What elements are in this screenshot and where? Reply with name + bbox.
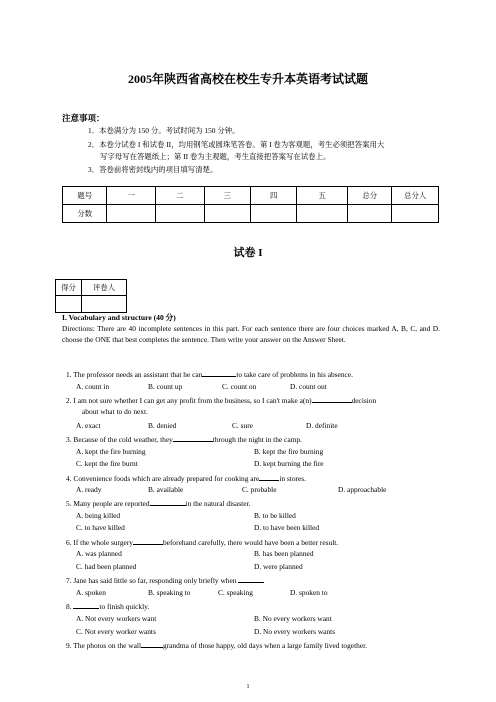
option: D. were planned — [254, 562, 303, 571]
question-text: decision — [351, 396, 377, 405]
note-item: 2．本卷分试卷 I 和试卷 II，均用钢笔或圆珠笔答卷。第 I 卷为客观题，考生必须把答案用大 — [88, 140, 385, 149]
answer-blank — [141, 640, 163, 648]
option: A. Not every workers want — [76, 614, 157, 623]
option: D. kept burning the fire — [254, 459, 324, 468]
option: B. kept the fire burning — [254, 447, 324, 456]
question-text: to finish quickly. — [99, 602, 150, 611]
score-header: 五 — [297, 187, 348, 205]
score-cell[interactable] — [155, 205, 204, 223]
answer-blank — [312, 395, 352, 403]
page-number: 1 — [246, 684, 250, 690]
question-text: 5. Many people are reported — [66, 499, 150, 508]
score-header: 总分人 — [392, 187, 439, 205]
option: C. had been planned — [76, 562, 137, 571]
score-header: 题号 — [63, 187, 107, 205]
answer-blank — [133, 537, 163, 545]
note-item: 写字母写在答题纸上；第 II 卷为主观题，考生直接把答案写在试卷上。 — [100, 152, 331, 161]
question-text: beforehand carefully, there would have been a better result. — [162, 538, 339, 547]
option: B. available — [148, 485, 184, 494]
option: C. speaking — [218, 588, 253, 597]
option: D. No every workers wants — [254, 627, 336, 636]
question-6 — [66, 537, 338, 548]
question-text: grandma of those happy, old days when a large family lived together. — [163, 641, 368, 650]
option: A. count in — [76, 382, 110, 391]
score-cell[interactable] — [392, 205, 439, 223]
question-text: to take care of problems in his absence. — [236, 370, 353, 379]
question-text: 9. The photos on the wall — [66, 641, 141, 650]
option: C. sure — [232, 421, 253, 430]
question-2 — [66, 395, 376, 406]
question-3 — [66, 434, 302, 445]
grader-score-label: 得分 — [56, 280, 82, 296]
option: C. probable — [242, 485, 277, 494]
score-cell[interactable] — [297, 205, 348, 223]
option: C. Not every worker wants — [76, 627, 156, 636]
question-8 — [66, 601, 149, 612]
option: D. definite — [306, 421, 338, 430]
section-directions: Directions: There are 40 incomplete sentences in this part. For each sentence there are four choices marked A, B, C, and D. choose the ONE that best completes the sentence. Then write your answer on the Answer Sheet. — [62, 324, 440, 344]
option: B. denied — [148, 421, 177, 430]
option: D. count out — [290, 382, 327, 391]
option: D. to have been killed — [254, 523, 320, 532]
score-cell[interactable] — [107, 205, 156, 223]
question-9 — [66, 640, 367, 651]
option: A. being killed — [76, 511, 121, 520]
score-row-label: 分数 — [63, 205, 107, 223]
exam-title: 2005年陕西省高校在校生专升本英语考试试题 — [127, 72, 368, 86]
answer-blank — [259, 473, 279, 481]
question-1 — [66, 369, 353, 380]
question-text: 1. The professor needs an assistant that he can — [66, 370, 203, 379]
grader-name-cell[interactable] — [82, 296, 127, 313]
note-item: 3．答卷前将密封线内的项目填写清楚。 — [88, 165, 218, 174]
question-text: 8. — [66, 602, 72, 611]
grader-name-label: 评卷人 — [82, 280, 127, 296]
answer-blank — [73, 601, 99, 609]
paper-title: 试卷 I — [233, 247, 263, 259]
grader-score-cell[interactable] — [56, 296, 82, 313]
option: A. ready — [76, 485, 102, 494]
score-cell[interactable] — [250, 205, 296, 223]
option: A. kept the fire burning — [76, 447, 146, 456]
question-5 — [66, 498, 250, 509]
question-text: 7. Jane has said little so far, responding only briefly when — [66, 576, 237, 585]
question-text: 6. If the whole surgery — [66, 538, 133, 547]
option: A. exact — [76, 421, 101, 430]
option: D. approachable — [338, 485, 387, 494]
question-7 — [66, 575, 264, 586]
answer-blank — [238, 575, 264, 583]
score-header: 总分 — [348, 187, 392, 205]
section-title: I. Vocabulary and structure (40 分) — [62, 313, 176, 322]
score-header: 二 — [155, 187, 204, 205]
question-4 — [66, 473, 306, 484]
question-text: in stores. — [279, 474, 306, 483]
option: C. count on — [222, 382, 257, 391]
question-text: through the night in the camp. — [212, 435, 302, 444]
score-table — [62, 186, 439, 223]
score-cell[interactable] — [204, 205, 250, 223]
option: A. spoken — [76, 588, 106, 597]
option: A. was planned — [76, 549, 122, 558]
score-header: 四 — [250, 187, 296, 205]
option: B. speaking to — [148, 588, 191, 597]
question-text: in the natural disaster. — [185, 499, 251, 508]
notes-heading: 注意事项： — [62, 113, 105, 123]
question-text: 2. I am not sure whether I can get any profit from the business, so I can't make a(n) — [66, 396, 312, 405]
option: B. to be killed — [254, 511, 296, 520]
score-cell[interactable] — [348, 205, 392, 223]
option: B. has been planned — [254, 549, 314, 558]
option: C. kept the fire burnt — [76, 459, 138, 468]
option: B. count up — [148, 382, 183, 391]
option: B. No every workers want — [254, 614, 332, 623]
option: C. to have killed — [76, 523, 125, 532]
answer-blank — [202, 369, 236, 377]
answer-blank — [150, 498, 186, 506]
score-header: 三 — [204, 187, 250, 205]
score-header: 一 — [107, 187, 156, 205]
question-text: 4. Convenience foods which are already prepared for cooking are — [66, 474, 260, 483]
answer-blank — [173, 434, 213, 442]
note-item: 1．本卷满分为 150 分。考试时间为 150 分钟。 — [88, 126, 240, 135]
question-text: 3. Because of the cold weather, they — [66, 435, 173, 444]
option: D. spoken to — [290, 588, 328, 597]
grader-table — [55, 279, 127, 313]
question-continuation: about what to do next. — [82, 407, 148, 416]
